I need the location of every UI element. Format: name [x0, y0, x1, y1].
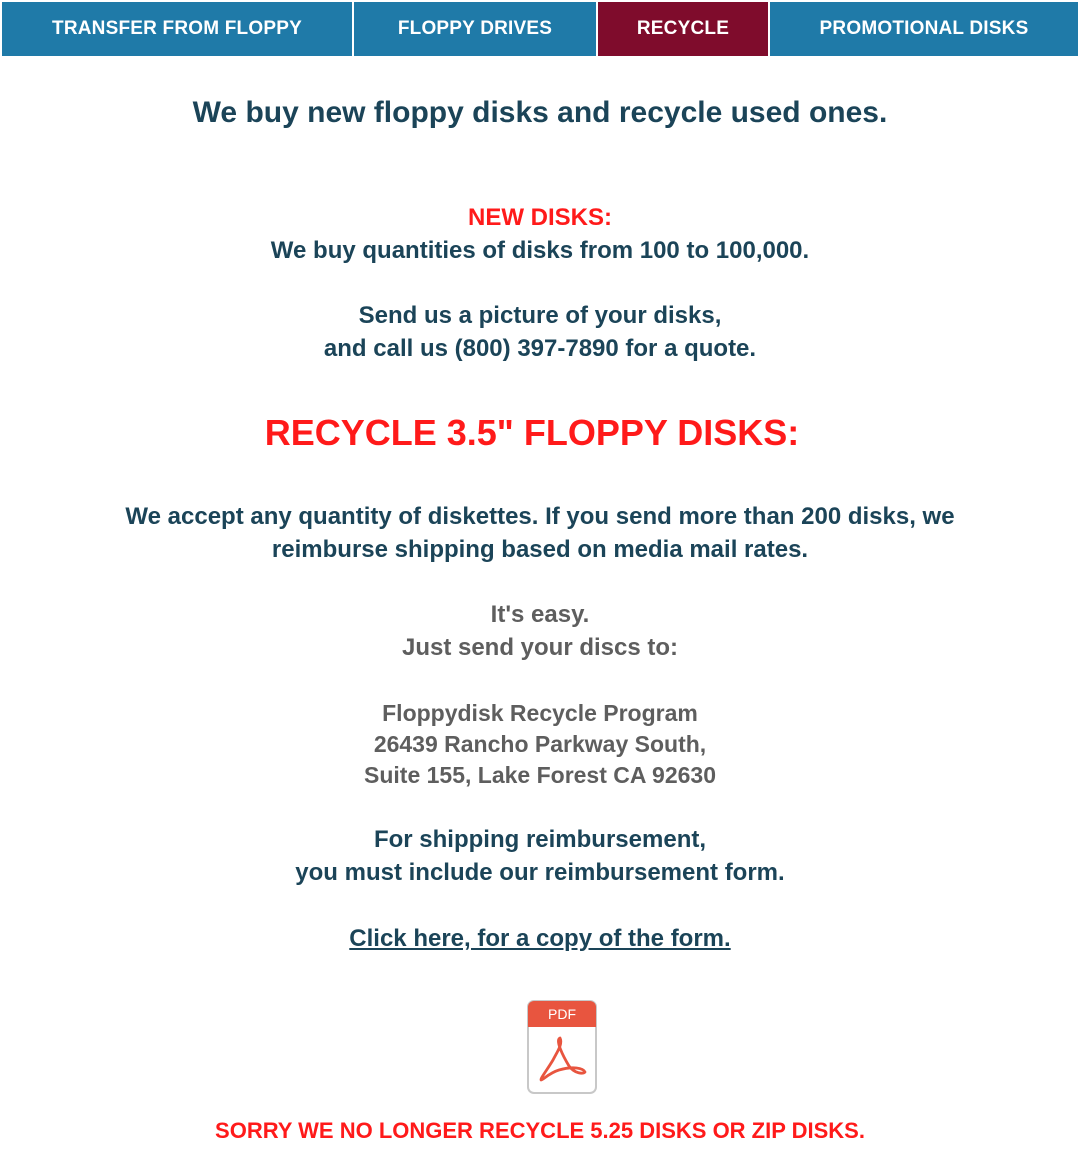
address-line-2: 26439 Rancho Parkway South,: [373, 731, 707, 757]
recycle-title: RECYCLE 3.5" FLOPPY DISKS:: [264, 412, 800, 453]
tab-recycle[interactable]: RECYCLE: [598, 2, 768, 56]
new-disks-title: NEW DISKS:: [468, 204, 612, 231]
reimbursement-form-link[interactable]: Click here, for a copy of the form.: [349, 925, 731, 952]
form-link-row: [0, 922, 1080, 955]
reimbursement-line-1: For shipping reimbursement,: [373, 826, 707, 853]
tab-floppy-drives[interactable]: FLOPPY DRIVES: [354, 2, 596, 56]
tab-promotional-disks[interactable]: PROMOTIONAL DISKS: [770, 2, 1078, 56]
top-nav: [0, 0, 1080, 56]
new-disks-text: We buy quantities of disks from 100 to 100,000.: [270, 237, 810, 264]
page-headline: We buy new floppy disks and recycle used ones.: [192, 96, 888, 129]
pdf-icon[interactable]: [527, 1000, 597, 1094]
accept-line-1: We accept any quantity of diskettes. If you send more than 200 disks, we: [125, 503, 955, 530]
address-line-3: Suite 155, Lake Forest CA 92630: [364, 762, 716, 788]
reimbursement-line-2: you must include our reimbursement form.: [295, 859, 785, 886]
pdf-label: PDF: [548, 1006, 576, 1022]
send-picture-line-2: and call us (800) 397-7890 for a quote.: [323, 335, 757, 362]
accept-line-2: reimburse shipping based on media mail rates.: [271, 536, 809, 563]
address-line-1: Floppydisk Recycle Program: [382, 700, 698, 726]
no-longer-recycle-notice: SORRY WE NO LONGER RECYCLE 5.25 DISKS OR ZIP DISKS.: [215, 1118, 865, 1143]
tab-transfer-from-floppy[interactable]: TRANSFER FROM FLOPPY: [2, 2, 352, 56]
send-picture-line-1: Send us a picture of your disks,: [358, 302, 722, 329]
easy-line-1: It's easy.: [490, 601, 590, 628]
easy-line-2: Just send your discs to:: [401, 634, 679, 661]
